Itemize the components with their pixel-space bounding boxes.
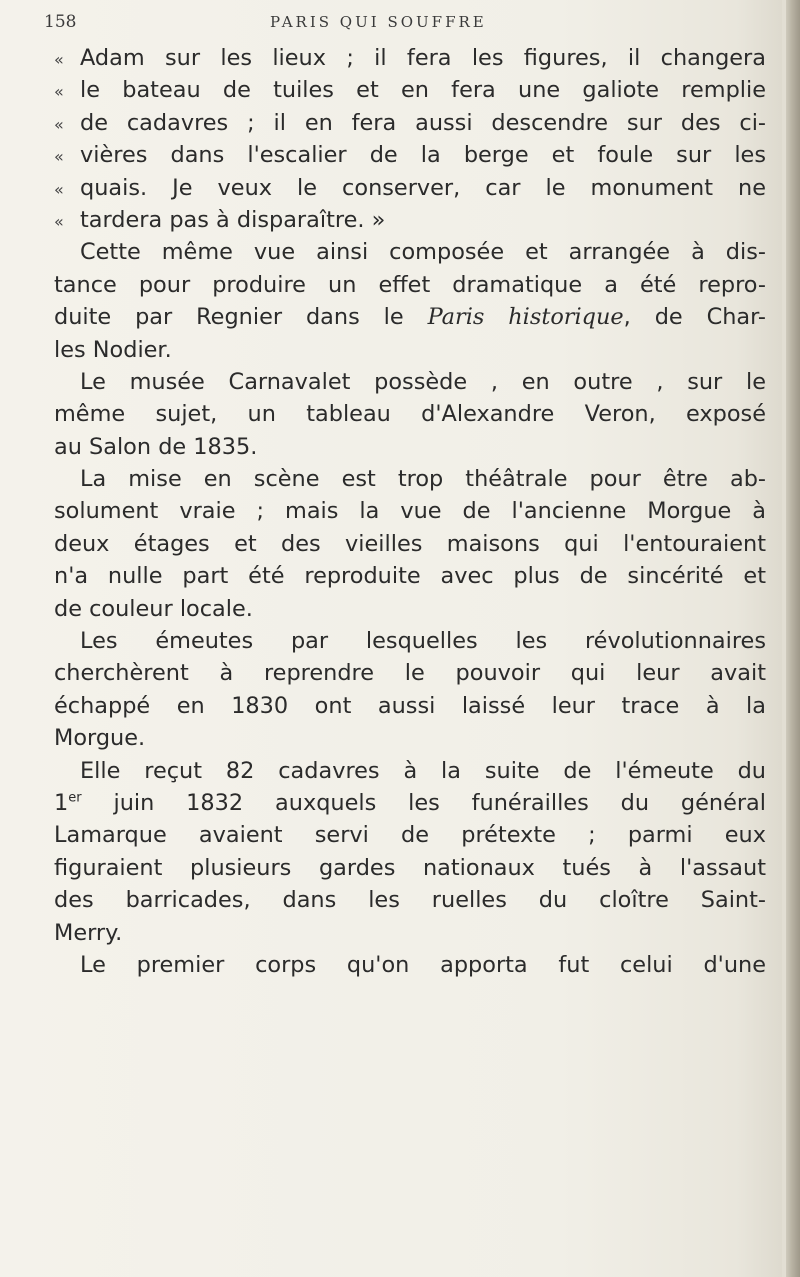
text-line: Merry.: [54, 919, 123, 946]
text-line: «de cadavres ; il en fera aussi descendre sur des ci-: [54, 107, 766, 139]
text-line: Cette même vue ainsi composée et arrangée à dis-: [80, 239, 766, 266]
text-line: des barricades, dans les ruelles du cloître Saint-: [54, 887, 766, 914]
quote-mark: «: [54, 211, 64, 231]
running-title: PARIS QUI SOUFFRE: [270, 13, 487, 31]
text-line: Le premier corps qu'on apporta fut celui d'une: [80, 951, 766, 978]
text-line: Le musée Carnavalet possède , en outre , sur le: [80, 368, 766, 395]
quote-mark: «: [54, 114, 64, 134]
text-line: La mise en scène est trop théâtrale pour être ab-: [80, 466, 766, 493]
text-line: Les émeutes par lesquelles les révolutionnaires: [80, 628, 766, 655]
text-line: Elle reçut 82 cadavres à la suite de l'émeute du: [80, 757, 766, 784]
page-number: 158: [44, 12, 77, 32]
text-line: figuraient plusieurs gardes nationaux tués à l'assaut: [54, 854, 766, 881]
quote-mark: «: [54, 82, 64, 102]
superscript: er: [68, 790, 82, 806]
text-line: «quais. Je veux le conserver, car le monument ne: [54, 172, 766, 204]
text-line: deux étages et des vieilles maisons qui l'entouraient: [54, 530, 766, 557]
book-edge: [786, 0, 800, 1277]
quote-mark: «: [54, 179, 64, 199]
text-line: Morgue.: [54, 725, 146, 752]
quote-mark: «: [54, 50, 64, 69]
text-line: cherchèrent à reprendre le pouvoir qui leur avait: [54, 660, 766, 687]
body-text: [54, 42, 766, 981]
text-line: au Salon de 1835.: [54, 433, 258, 460]
text-line: solument vraie ; mais la vue de l'ancienne Morgue à: [54, 498, 766, 525]
text-line: de couleur locale.: [54, 595, 253, 622]
text-line: 1er juin 1832 auxquels les funérailles du général: [54, 789, 766, 816]
text-line: «vières dans l'escalier de la berge et foule sur les: [54, 139, 766, 171]
text-line: les Nodier.: [54, 336, 172, 363]
page-header: [44, 10, 764, 38]
text-line: duite par Regnier dans le Paris historique, de Char-: [54, 304, 766, 331]
text-line: «Adam sur les lieux ; il fera les figures, il changera: [54, 42, 766, 74]
text-line: Lamarque avaient servi de prétexte ; parmi eux: [54, 822, 766, 849]
text-line: échappé en 1830 ont aussi laissé leur trace à la: [54, 692, 766, 719]
book-title: Paris historique: [427, 304, 624, 331]
text-line: tance pour produire un effet dramatique a été repro-: [54, 271, 766, 298]
text-line: «le bateau de tuiles et en fera une galiote remplie: [54, 74, 766, 106]
text-line: même sujet, un tableau d'Alexandre Veron, exposé: [54, 401, 766, 428]
text-line: n'a nulle part été reproduite avec plus de sincérité et: [54, 563, 766, 590]
text-line: «tardera pas à disparaître. »: [54, 204, 766, 236]
quote-mark: «: [54, 147, 64, 167]
